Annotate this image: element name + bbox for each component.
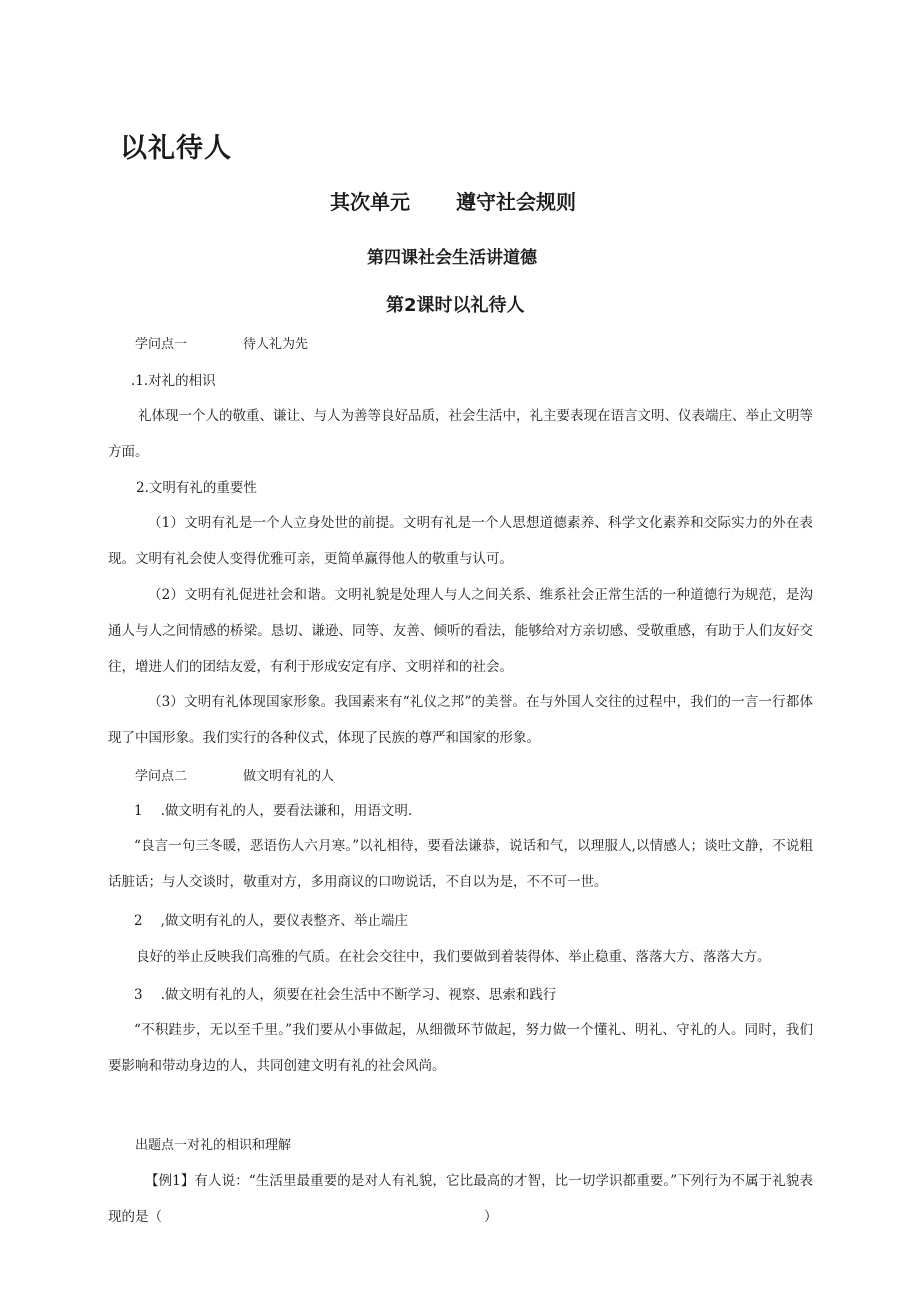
kp1-item2-heading: 2.文明有礼的重要性 xyxy=(136,480,257,496)
exam-point-1-heading: 出题点一对礼的相识和理解 xyxy=(135,1138,292,1153)
kp1-point3: （3）文明有礼体现国家形象。我国素来有“礼仪之邦”的美誉。在与外国人交往的过程中，我们的一言一行都体现了中国形象。我们实行的各种仪式，体现了民族的尊严和国家的形象。 xyxy=(108,694,813,746)
kp2-item2-number: 2 xyxy=(134,913,143,929)
knowledge-point-2-label: 学问点二 xyxy=(135,769,188,784)
knowledge-point-1-heading xyxy=(135,333,308,352)
kp2-item3-title: .做文明有礼的人，须要在社会生活中不断学习、视察、思索和践行 xyxy=(160,987,557,1003)
kp1-point1: （1）文明有礼是一个人立身处世的前提。文明有礼是一个人思想道德素养、科学文化素养和交际实力的外在表现。文明有礼会使人变得优雅可亲，更简单赢得他人的敬重与认可。 xyxy=(108,515,813,567)
knowledge-point-2-name: 做文明有礼的人 xyxy=(243,769,335,784)
unit-label: 其次单元 xyxy=(330,190,410,214)
kp2-item1-title: .做文明有礼的人，要看法谦和，用语文明. xyxy=(160,803,413,819)
example-1-text: 【例1】有人说：“生活里最重要的是对人有礼貌，它比最高的才智，比一切学识都重要。”下列行为不属于礼貌表现的是（ xyxy=(108,1173,813,1225)
kp2-item1-heading xyxy=(134,799,412,819)
kp2-item2-text: 良好的举止反映我们高雅的气质。在社会交往中，我们要做到着装得体、举止稳重、落落大方、落落大方。 xyxy=(136,949,771,965)
period-title: 第2课时以礼待人 xyxy=(386,295,525,316)
kp2-item3-text: “不积跬步，无以至千里。”我们要从小事做起，从细微环节做起，努力做一个懂礼、明礼、守礼的人。同时，我们要影响和带动身边的人，共同创建文明有礼的社会风尚。 xyxy=(108,1022,813,1074)
kp2-item2-title: ,做文明有礼的人，要仪表整齐、举止端庄 xyxy=(160,913,408,929)
lesson-title: 第四课社会生活讲道德 xyxy=(367,248,537,268)
unit-name: 遵守社会规则 xyxy=(456,190,576,214)
kp2-item3-heading xyxy=(134,983,556,1003)
kp2-item1-number: 1 xyxy=(134,803,143,819)
kp2-item3-number: 3 xyxy=(134,987,143,1003)
kp2-item1-text: “良言一句三冬暖，恶语伤人六月寒。”以礼相待，要看法谦恭，说话和气，以理服人,以情感人；谈吐文静，不说粗话脏话；与人交谈时，敬重对方，多用商议的口吻说话，不自以为是，不不可一世。 xyxy=(108,838,813,890)
unit-heading xyxy=(330,186,576,215)
example-1 xyxy=(108,1163,813,1235)
example-1-close: ） xyxy=(484,1209,498,1225)
knowledge-point-1-label: 学问点一 xyxy=(135,337,188,352)
document-title: 以礼待人 xyxy=(120,133,232,164)
kp1-item1-text: 礼体现一个人的敬重、谦让、与人为善等良好品质，社会生活中，礼主要表现在语言文明、仪表端庄、举止文明等方面。 xyxy=(108,408,813,460)
knowledge-point-2-heading xyxy=(135,765,334,784)
knowledge-point-1-name: 待人礼为先 xyxy=(243,337,309,352)
kp1-item1-heading: .1.对礼的相识 xyxy=(131,373,216,389)
kp1-point2: （2）文明有礼促进社会和谐。文明礼貌是处理人与人之间关系、维系社会正常生活的一种道德行为规范，是沟通人与人之间情感的桥梁。恳切、谦逊、同等、友善、倾听的看法，能够给对方亲切感、受敬重感，有助于人们友好交往，增进人们的团结友爱，有利于形成安定有序、文明祥和的社会。 xyxy=(108,587,813,675)
kp2-item2-heading xyxy=(134,909,408,929)
